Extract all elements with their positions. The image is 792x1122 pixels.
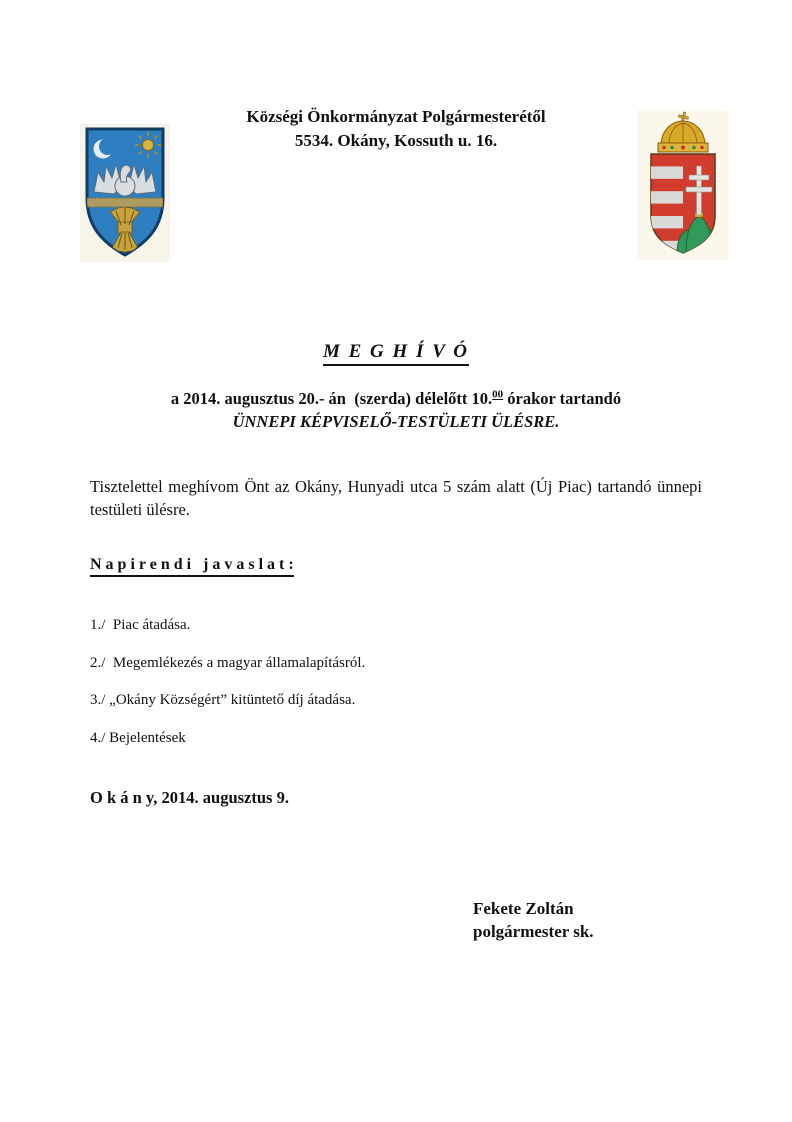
hungary-coat-of-arms-icon bbox=[636, 110, 730, 260]
signature-role: polgármester sk. bbox=[473, 922, 594, 941]
agenda-heading: N a p i r e n d i j a v a s l a t : bbox=[90, 556, 294, 577]
signature-block bbox=[473, 897, 594, 943]
letterhead-office: Községi Önkormányzat Polgármesterétől bbox=[246, 107, 546, 126]
meeting-date-line bbox=[0, 389, 792, 409]
signature-name: Fekete Zoltán bbox=[473, 899, 574, 918]
agenda-item-2: 2./ Megemlékezés a magyar államalapításról. bbox=[90, 654, 366, 671]
meeting-date-prefix: a 2014. augusztus 20.- án (szerda) délelőtt 10. bbox=[170, 389, 493, 408]
meeting-date-suffix: órakor tartandó bbox=[503, 389, 622, 408]
document-title: M E G H Í V Ó bbox=[323, 341, 469, 366]
agenda-list bbox=[90, 618, 650, 768]
agenda-item-4: 4./ Bejelentések bbox=[90, 729, 186, 746]
agenda-item-1: 1./ Piac átadása. bbox=[90, 617, 191, 633]
document-title-wrap bbox=[0, 341, 792, 366]
invitation-body: Tisztelettel meghívom Önt az Okány, Hunyadi utca 5 szám alatt (Új Piac) tartandó ünnepi testületi ülésre. bbox=[90, 477, 702, 519]
meeting-event-line: ÜNNEPI KÉPVISELŐ-TESTÜLETI ÜLÉSRE. bbox=[232, 412, 560, 431]
agenda-heading-wrap bbox=[90, 556, 294, 577]
letterhead-address: 5534. Okány, Kossuth u. 16. bbox=[294, 131, 498, 150]
okany-coat-of-arms-icon bbox=[80, 124, 170, 262]
meeting-time-superscript: 00 bbox=[492, 388, 504, 401]
agenda-item-3: 3./ „Okány Községért” kitüntető díj átadása. bbox=[90, 692, 356, 708]
place-date-line: O k á n y, 2014. augusztus 9. bbox=[90, 788, 289, 807]
